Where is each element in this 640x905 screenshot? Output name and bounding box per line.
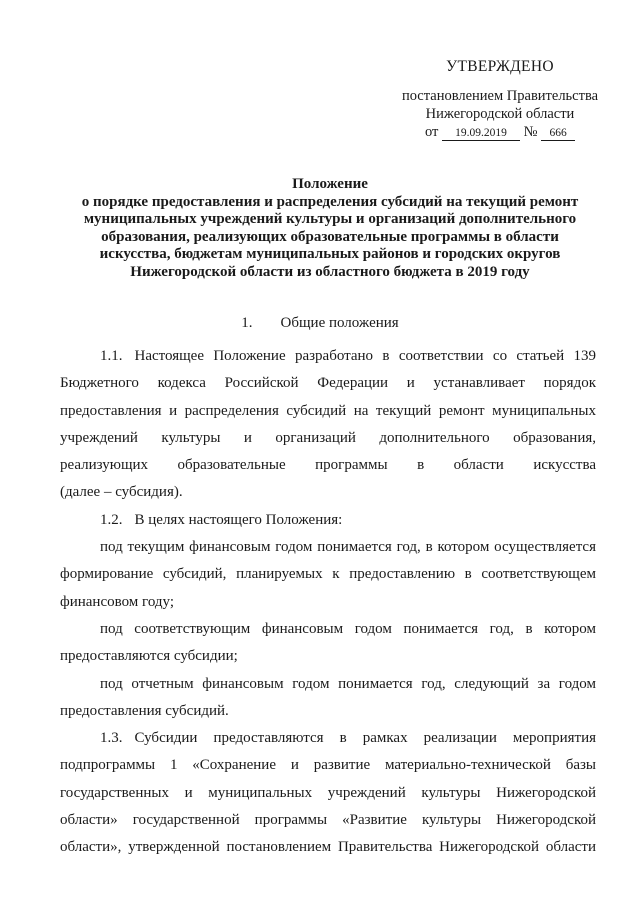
- text-line: 1.1. Настоящее Положение разработано в соответствии со статьей 139: [100, 348, 596, 364]
- text-line: 1.2. В целях настоящего Положения:: [100, 511, 343, 528]
- paragraph-number: 1.3.: [100, 730, 123, 747]
- text-line: под текущим финансовым годом понимается год, в котором осуществляется: [100, 539, 596, 556]
- approval-date: 19.09.2019: [442, 127, 520, 141]
- section-title: Общие положения: [280, 315, 399, 331]
- title-line: о порядке предоставления и распределения субсидий на текущий ремонт: [81, 193, 579, 210]
- document-body: [60, 343, 596, 862]
- approval-line-2: Нижегородской области: [425, 106, 575, 122]
- title-line: образования, реализующих образовательные программы в области: [101, 228, 559, 245]
- text-line: формирование субсидий, планируемых к предоставлению в соответствующем: [60, 566, 596, 583]
- approval-line-1: постановлением Правительства: [401, 88, 599, 104]
- text-line: (далее – субсидия).: [60, 484, 183, 501]
- text-line: предоставления субсидий.: [60, 702, 229, 719]
- section-number: 1.: [241, 315, 253, 331]
- text-line: под соответствующим финансовым годом понимается год, в котором: [100, 620, 596, 637]
- text-line: финансовом году;: [60, 593, 175, 610]
- text-line: предоставляются субсидии;: [60, 648, 238, 665]
- text-line: области», утвержденной постановлением Правительства Нижегородской области: [60, 839, 596, 856]
- text-line: предоставления и распределения субсидий на текущий ремонт муниципальных: [60, 402, 596, 419]
- text-line: реализующих образовательные программы в области искусства: [60, 457, 596, 474]
- text-line: 1.3. Субсидии предоставляются в рамках реализации мероприятия: [100, 730, 596, 747]
- text-line: области» государственной программы «Развитие культуры Нижегородской: [60, 812, 596, 829]
- text-line: государственных и муниципальных учреждений культуры Нижегородской: [60, 784, 596, 801]
- from-label: от: [424, 124, 439, 140]
- text-line: учреждений культуры и организаций дополнительного образования,: [60, 429, 596, 446]
- paragraph-number: 1.2.: [100, 511, 123, 528]
- title-line: Нижегородской области из областного бюджета в 2019 году: [130, 263, 530, 280]
- approval-date-line: [385, 124, 615, 141]
- title-line: муниципальных учреждений культуры и организаций дополнительного: [83, 211, 577, 227]
- paragraph-number: 1.1.: [100, 348, 123, 364]
- number-label: №: [523, 124, 538, 140]
- section-heading: [0, 315, 640, 332]
- document-title: [40, 176, 620, 281]
- approval-number: 666: [541, 127, 575, 141]
- title-line: Положение: [292, 176, 368, 192]
- text-line: Бюджетного кодекса Российской Федерации и устанавливает порядок: [60, 375, 596, 392]
- approval-heading: УТВЕРЖДЕНО: [446, 58, 554, 75]
- text-line: подпрограммы 1 «Сохранение и развитие материально-технической базы: [60, 757, 596, 774]
- text-line: под отчетным финансовым годом понимается год, следующий за годом: [100, 675, 596, 692]
- title-line: искусства, бюджетам муниципальных районов и городских округов: [99, 246, 561, 262]
